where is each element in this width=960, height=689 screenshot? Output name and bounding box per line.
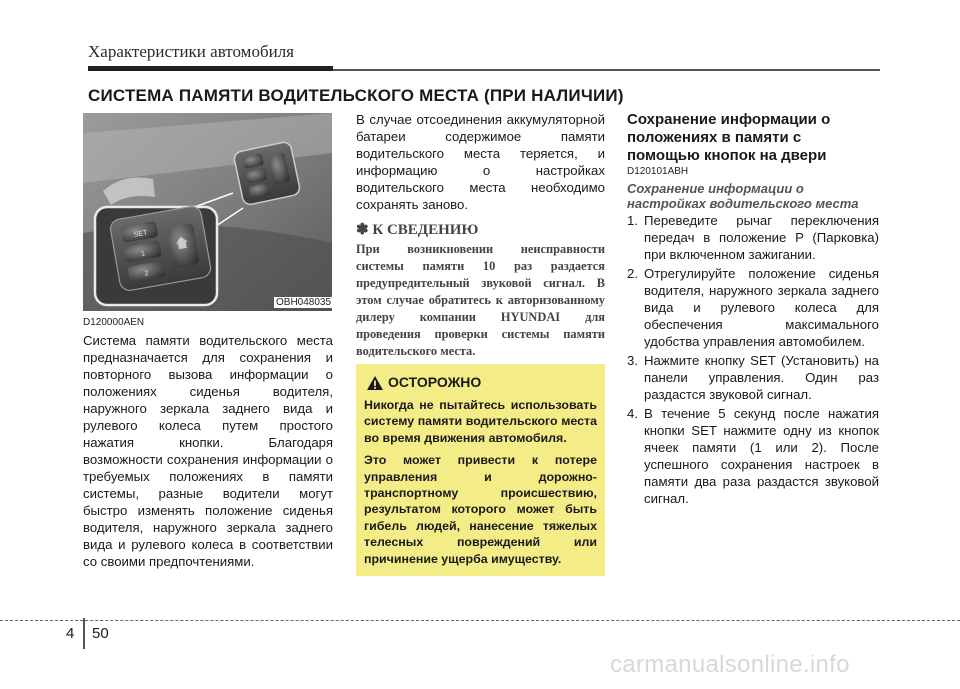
intro-paragraph: Система памяти водительского места предназначается для сохранения и повторного вызова информации о положениях сиденья водителя, наружного зеркала заднего вида и рулевого колеса путем простого нажатия кнопки. Благодаря возможности сохранения информации о требуемых положениях в памяти системы, разные водители могут быстро изменять положение сиденья водителя, наружного зеркала заднего вида и рулевого колеса в соответствии со своими предпочтениями. — [83, 333, 333, 569]
warning-text — [364, 397, 597, 573]
warning-box — [356, 364, 605, 576]
step-text: Отрегулируйте положение сиденья водителя, наружного зеркала заднего вида и рулевого колеса для обеспечения максимального удобства управления автомобилем. — [644, 266, 879, 349]
step-text: Переведите рычаг переключения передач в положение P (Парковка) при включенном зажигании. — [644, 213, 879, 262]
section-header: Характеристики автомобиля — [88, 42, 294, 61]
step-text: Нажмите кнопку SET (Установить) на панели управления. Один раз раздастся звуковой сигнал. — [644, 353, 879, 402]
battery-paragraph: В случае отсоединения аккумуляторной батареи содержимое памяти водительского места теряется, и информацию о настройках водительского места необходимо сохранять заново. — [356, 112, 605, 212]
page-divider — [83, 618, 85, 649]
figure-code: OBH048035 — [276, 297, 332, 308]
section-code: D120000AEN — [83, 317, 145, 328]
memory-1-label: 1 — [140, 250, 146, 258]
step-number: 4. — [627, 406, 638, 421]
warning-paragraph-2: Это может привести к потере управления и дорожно-транспортному происшествию, результатом которого может быть гибель людей, нанесение тяжелых телесных повреждений или причинение ущерба имуществу. — [364, 453, 597, 566]
door-panel-photo — [83, 113, 332, 311]
step-item — [627, 265, 879, 350]
warning-title: ОСТОРОЖНО — [388, 374, 482, 390]
chapter-number: 4 — [66, 625, 75, 642]
step-item — [627, 405, 879, 507]
note-title: ✽ К СВЕДЕНИЮ — [356, 222, 479, 238]
header-rule-thin — [333, 69, 880, 71]
header-rule — [88, 66, 333, 71]
step-number: 3. — [627, 353, 638, 368]
subsection-title: Сохранение информации о положениях в памяти с помощью кнопок на двери — [627, 111, 831, 164]
step-item — [627, 212, 879, 263]
step-number: 1. — [627, 213, 638, 228]
step-number: 2. — [627, 266, 638, 281]
subsection-subtitle: Сохранение информации о настройках водительского места — [627, 181, 859, 211]
subsection-code: D120101ABH — [627, 166, 689, 177]
memory-2-label: 2 — [144, 269, 150, 278]
warning-paragraph-1: Никогда не пытайтесь использовать систему памяти водительского места во время движения автомобиля. — [364, 398, 597, 445]
steps-list — [627, 212, 879, 509]
watermark: carmanualsonline.info — [610, 651, 850, 678]
warning-icon — [366, 375, 384, 391]
note-text: При возникновении неисправности системы памяти 10 раз раздается предупредительный звуковой сигнал. В этом случае обратитесь к авторизованному дилеру компании HYUNDAI для проведения проверки системы памяти водительского места. — [356, 242, 605, 358]
step-item — [627, 352, 879, 403]
set-button-label: SET — [133, 229, 148, 239]
page-title: СИСТЕМА ПАМЯТИ ВОДИТЕЛЬСКОГО МЕСТА (ПРИ НАЛИЧИИ) — [88, 86, 624, 105]
page-number: 50 — [92, 625, 109, 642]
step-text: В течение 5 секунд после нажатия кнопки SET нажмите одну из кнопок ячеек памяти (1 или 2). После успешного сохранения настроек в памяти два раза раздастся звуковой сигнал. — [644, 406, 879, 506]
footer-rule — [0, 620, 960, 621]
